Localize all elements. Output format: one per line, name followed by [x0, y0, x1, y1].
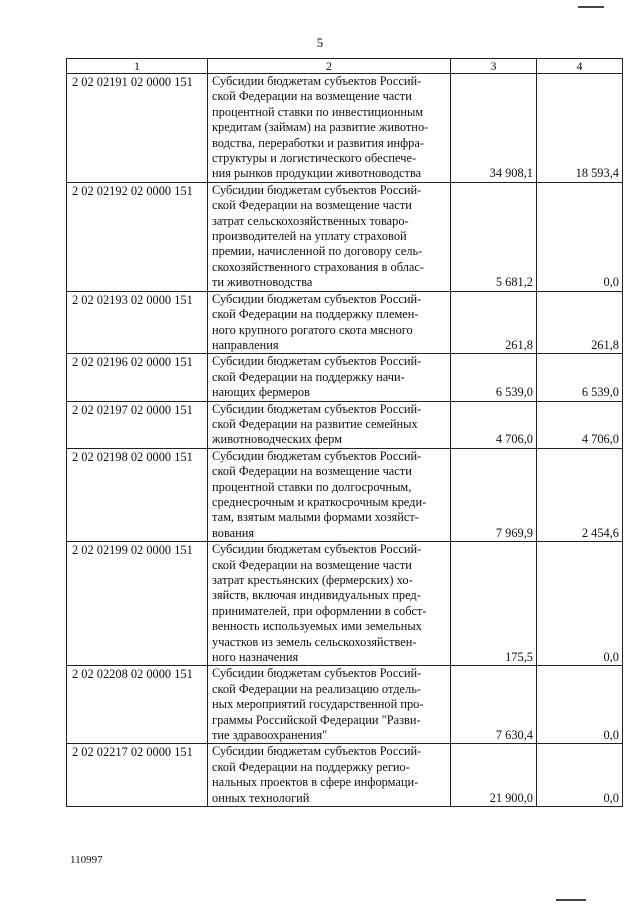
description-line: ской Федерации на поддержку начи- [212, 369, 405, 384]
budget-description [208, 182, 451, 291]
amount-column-4: 0,0 [537, 542, 623, 666]
description-line: Субсидии бюджетам субъектов Россий- [212, 744, 422, 759]
description-line: структуры и логистического обеспече- [212, 151, 417, 166]
description-line: венность используемых ими земельных [212, 619, 422, 634]
description-line: Субсидии бюджетам субъектов Россий- [212, 354, 422, 369]
description-line: принимателей, при оформлении в собст- [212, 603, 427, 618]
description-line: Субсидии бюджетам субъектов Россий- [212, 74, 422, 88]
description-line: ного крупного рогатого скота мясного [212, 322, 413, 337]
column-header-4: 4 [537, 59, 623, 74]
table-row [67, 354, 623, 401]
description-line: нальных проектов в сфере информаци- [212, 775, 419, 790]
amount-column-4: 261,8 [537, 291, 623, 354]
amount-column-3: 34 908,1 [451, 74, 537, 183]
description-line: Субсидии бюджетам субъектов Россий- [212, 448, 422, 463]
description-line: ской Федерации на реализацию отдель- [212, 681, 421, 696]
description-line: Субсидии бюджетам субъектов Россий- [212, 666, 422, 681]
amount-column-3: 21 900,0 [451, 744, 537, 807]
budget-description [208, 448, 451, 541]
budget-description [208, 542, 451, 666]
description-line: ской Федерации на поддержку племен- [212, 307, 419, 322]
description-line: Субсидии бюджетам субъектов Россий- [212, 542, 422, 557]
column-header-1: 1 [67, 59, 208, 74]
description-line: ного назначения [212, 650, 299, 665]
description-line: производителей на уплату страховой [212, 229, 407, 244]
description-line: скохозяйственного страхования в облас- [212, 259, 425, 274]
budget-code: 2 02 02217 02 0000 151 [67, 744, 208, 807]
description-line: кредитам (займам) на развитие животно- [212, 120, 429, 135]
description-line: зяйств, включая индивидуальных пред- [212, 588, 421, 603]
budget-description [208, 291, 451, 354]
description-line: тие здравоохранения" [212, 728, 328, 743]
description-line: участков из земель сельскохозяйствен- [212, 634, 417, 649]
description-line: ных мероприятий государственной про- [212, 697, 424, 712]
amount-column-4: 0,0 [537, 744, 623, 807]
description-line: ской Федерации на поддержку регио- [212, 759, 410, 774]
budget-description [208, 401, 451, 448]
amount-column-3: 175,5 [451, 542, 537, 666]
description-line: премии, начисленной по договору сель- [212, 244, 423, 259]
description-line: ской Федерации на развитие семейных [212, 416, 418, 431]
description-line: ской Федерации на возмещение части [212, 89, 412, 104]
budget-code: 2 02 02193 02 0000 151 [67, 291, 208, 354]
budget-description [208, 354, 451, 401]
budget-code: 2 02 02197 02 0000 151 [67, 401, 208, 448]
description-line: граммы Российской Федерации "Разви- [212, 712, 421, 727]
amount-column-3: 7 969,9 [451, 448, 537, 541]
description-line: ской Федерации на возмещение части [212, 557, 412, 572]
document-code: 110997 [70, 854, 103, 866]
scan-mark-top [578, 6, 604, 8]
description-line: направления [212, 337, 279, 352]
amount-column-4: 6 539,0 [537, 354, 623, 401]
amount-column-3: 261,8 [451, 291, 537, 354]
description-line: ской Федерации на возмещение части [212, 198, 412, 213]
budget-description [208, 744, 451, 807]
amount-column-4: 2 454,6 [537, 448, 623, 541]
table-row [67, 182, 623, 291]
amount-column-4: 4 706,0 [537, 401, 623, 448]
amount-column-3: 4 706,0 [451, 401, 537, 448]
description-line: ния рынков продукции животноводства [212, 166, 422, 181]
description-line: животноводческих ферм [212, 432, 342, 447]
description-line: Субсидии бюджетам субъектов Россий- [212, 291, 422, 306]
description-line: процентной ставки по инвестиционным [212, 104, 424, 119]
description-line: нающих фермеров [212, 385, 310, 400]
table-row [67, 401, 623, 448]
amount-column-4: 0,0 [537, 182, 623, 291]
description-line: ти животноводства [212, 275, 313, 290]
budget-code: 2 02 02196 02 0000 151 [67, 354, 208, 401]
page-number: 5 [316, 35, 324, 50]
table-row [67, 291, 623, 354]
table-row [67, 542, 623, 666]
description-line: Субсидии бюджетам субъектов Россий- [212, 182, 422, 197]
budget-code: 2 02 02208 02 0000 151 [67, 666, 208, 744]
budget-code: 2 02 02191 02 0000 151 [67, 74, 208, 183]
budget-description [208, 666, 451, 744]
table-row [67, 666, 623, 744]
budget-code: 2 02 02192 02 0000 151 [67, 182, 208, 291]
amount-column-4: 18 593,4 [537, 74, 623, 183]
amount-column-3: 6 539,0 [451, 354, 537, 401]
description-line: водства, переработки и развития инфра- [212, 135, 424, 150]
column-header-3: 3 [451, 59, 537, 74]
description-line: ской Федерации на возмещение части [212, 464, 412, 479]
table-row [67, 74, 623, 183]
description-line: Субсидии бюджетам субъектов Россий- [212, 401, 422, 416]
description-line: вования [212, 525, 255, 540]
budget-description [208, 74, 451, 183]
amount-column-3: 7 630,4 [451, 666, 537, 744]
budget-code: 2 02 02199 02 0000 151 [67, 542, 208, 666]
description-line: затрат сельскохозяйственных товаро- [212, 213, 409, 228]
amount-column-4: 0,0 [537, 666, 623, 744]
budget-code: 2 02 02198 02 0000 151 [67, 448, 208, 541]
column-header-2: 2 [208, 59, 451, 74]
description-line: процентной ставки по долгосрочным, [212, 479, 412, 494]
description-line: там, взятым малыми формами хозяйст- [212, 510, 419, 525]
description-line: затрат крестьянских (фермерских) хо- [212, 573, 413, 587]
table-row [67, 744, 623, 807]
amount-column-3: 5 681,2 [451, 182, 537, 291]
description-line: онных технологий [212, 790, 310, 805]
budget-table [66, 58, 623, 807]
scan-mark-bottom [556, 899, 586, 901]
table-row [67, 448, 623, 541]
header-row [67, 59, 623, 74]
description-line: среднесрочным и краткосрочным креди- [212, 494, 427, 509]
